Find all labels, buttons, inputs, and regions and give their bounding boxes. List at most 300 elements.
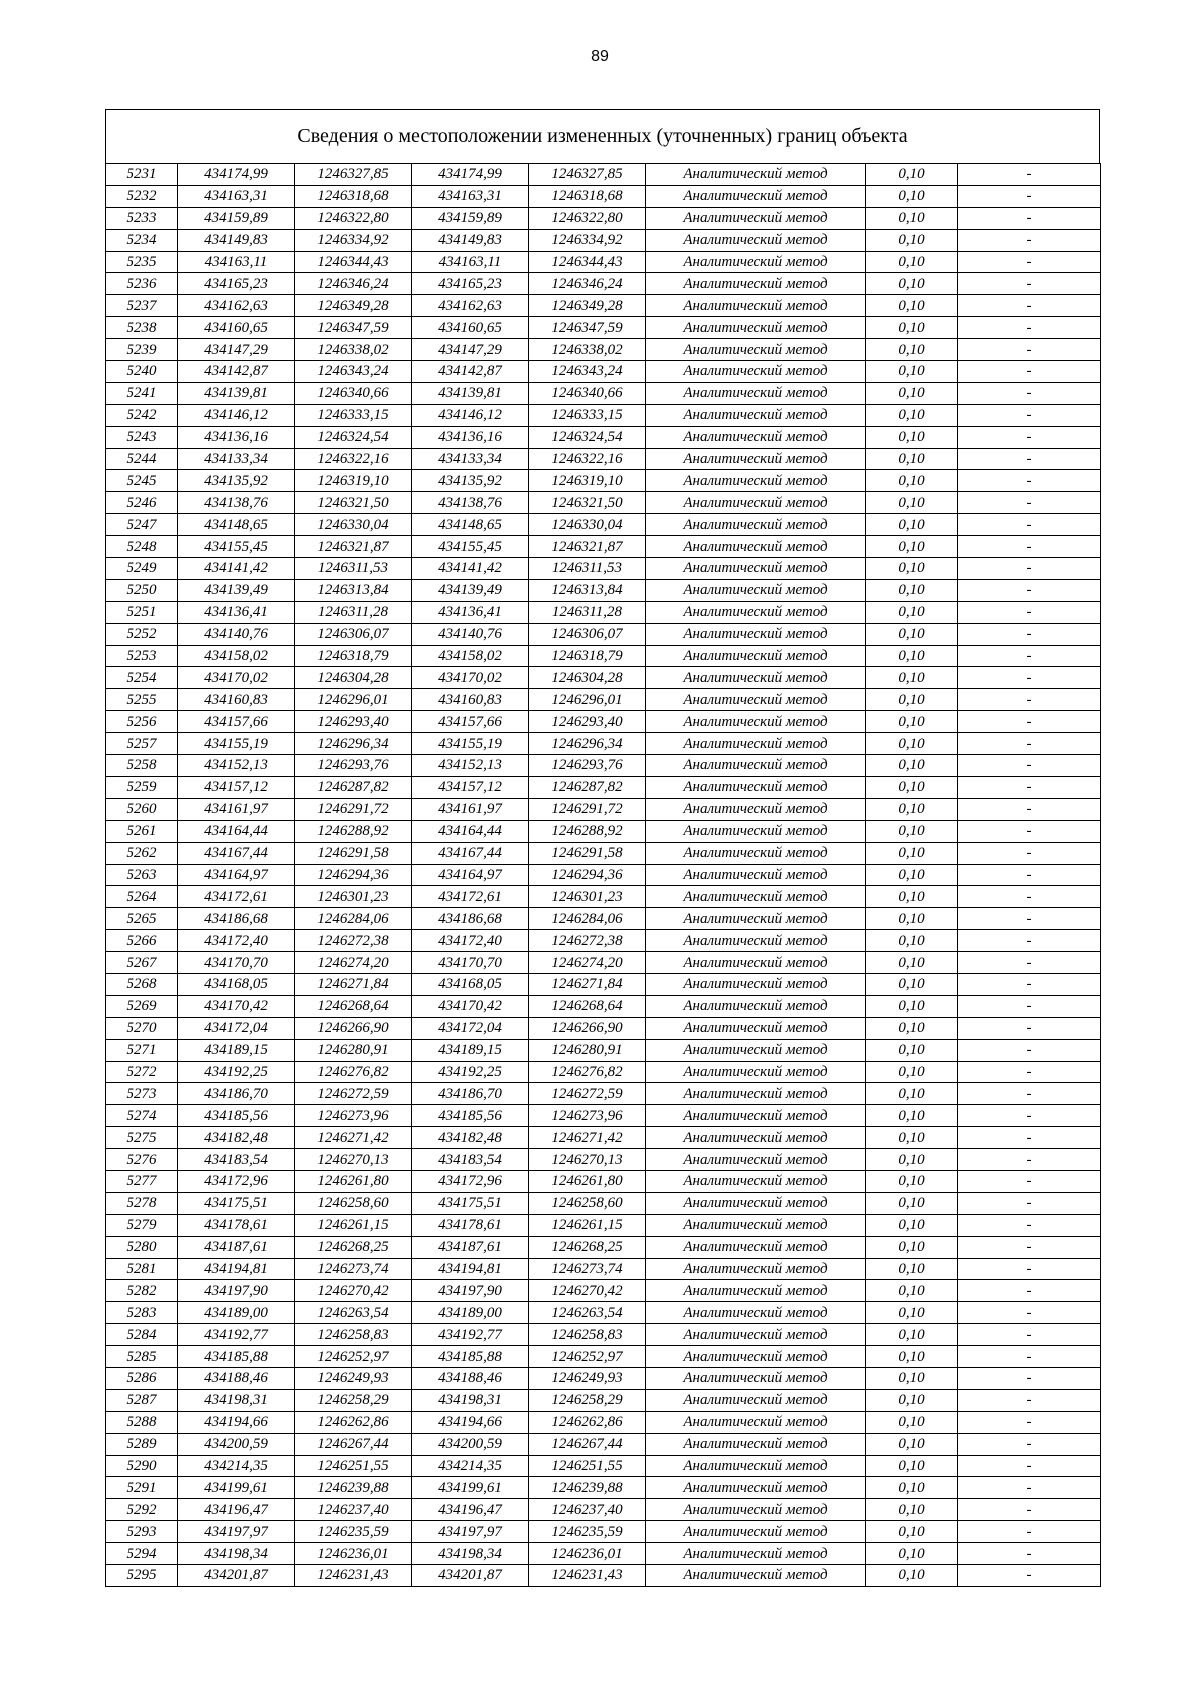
table-row	[106, 1499, 1101, 1521]
cell-y-existing: 1246262,86	[295, 1411, 412, 1433]
cell-y-refined: 1246333,15	[529, 404, 646, 426]
cell-y-existing: 1246263,54	[295, 1302, 412, 1324]
cell-description: -	[958, 798, 1101, 820]
cell-description: -	[958, 1061, 1101, 1083]
cell-accuracy: 0,10	[866, 1170, 958, 1192]
table-row	[106, 185, 1101, 207]
cell-y-existing: 1246343,24	[295, 361, 412, 383]
cell-point-number: 5236	[106, 273, 178, 295]
cell-description: -	[958, 689, 1101, 711]
cell-accuracy: 0,10	[866, 1411, 958, 1433]
cell-point-number: 5234	[106, 229, 178, 251]
cell-x-refined: 434159,89	[412, 207, 529, 229]
cell-point-number: 5287	[106, 1389, 178, 1411]
cell-point-number: 5249	[106, 558, 178, 580]
cell-x-refined: 434160,83	[412, 689, 529, 711]
cell-point-number: 5237	[106, 295, 178, 317]
cell-y-refined: 1246322,16	[529, 448, 646, 470]
cell-method: Аналитический метод	[646, 229, 866, 251]
cell-x-refined: 434170,70	[412, 952, 529, 974]
cell-x-existing: 434198,31	[178, 1389, 295, 1411]
cell-y-existing: 1246287,82	[295, 776, 412, 798]
cell-accuracy: 0,10	[866, 1214, 958, 1236]
cell-y-refined: 1246296,34	[529, 733, 646, 755]
cell-x-existing: 434146,12	[178, 404, 295, 426]
cell-x-refined: 434148,65	[412, 514, 529, 536]
cell-method: Аналитический метод	[646, 1214, 866, 1236]
cell-x-refined: 434163,11	[412, 251, 529, 273]
cell-y-existing: 1246330,04	[295, 514, 412, 536]
cell-y-refined: 1246249,93	[529, 1367, 646, 1389]
cell-x-refined: 434187,61	[412, 1236, 529, 1258]
cell-method: Аналитический метод	[646, 864, 866, 886]
cell-method: Аналитический метод	[646, 1477, 866, 1499]
cell-method: Аналитический метод	[646, 1433, 866, 1455]
cell-y-existing: 1246258,29	[295, 1389, 412, 1411]
cell-x-existing: 434141,42	[178, 558, 295, 580]
cell-y-existing: 1246291,58	[295, 842, 412, 864]
cell-description: -	[958, 623, 1101, 645]
table-row	[106, 1214, 1101, 1236]
cell-y-existing: 1246249,93	[295, 1367, 412, 1389]
cell-point-number: 5293	[106, 1521, 178, 1543]
cell-accuracy: 0,10	[866, 1433, 958, 1455]
cell-accuracy: 0,10	[866, 1017, 958, 1039]
cell-x-refined: 434142,87	[412, 361, 529, 383]
cell-description: -	[958, 1433, 1101, 1455]
cell-y-refined: 1246321,50	[529, 492, 646, 514]
cell-x-existing: 434160,65	[178, 317, 295, 339]
table-row	[106, 667, 1101, 689]
table-row	[106, 579, 1101, 601]
cell-x-existing: 434136,16	[178, 426, 295, 448]
cell-accuracy: 0,10	[866, 579, 958, 601]
cell-y-existing: 1246346,24	[295, 273, 412, 295]
cell-x-existing: 434192,25	[178, 1061, 295, 1083]
cell-method: Аналитический метод	[646, 448, 866, 470]
cell-x-existing: 434183,54	[178, 1149, 295, 1171]
cell-y-refined: 1246338,02	[529, 339, 646, 361]
cell-y-existing: 1246334,92	[295, 229, 412, 251]
cell-y-refined: 1246280,91	[529, 1039, 646, 1061]
cell-accuracy: 0,10	[866, 1543, 958, 1565]
cell-y-existing: 1246319,10	[295, 470, 412, 492]
cell-x-existing: 434172,96	[178, 1170, 295, 1192]
cell-y-existing: 1246344,43	[295, 251, 412, 273]
cell-point-number: 5281	[106, 1258, 178, 1280]
cell-method: Аналитический метод	[646, 1258, 866, 1280]
cell-x-existing: 434194,66	[178, 1411, 295, 1433]
cell-point-number: 5274	[106, 1105, 178, 1127]
cell-accuracy: 0,10	[866, 798, 958, 820]
cell-description: -	[958, 1324, 1101, 1346]
cell-x-refined: 434139,49	[412, 579, 529, 601]
table-row	[106, 558, 1101, 580]
cell-x-existing: 434196,47	[178, 1499, 295, 1521]
cell-y-refined: 1246288,92	[529, 820, 646, 842]
cell-point-number: 5265	[106, 908, 178, 930]
cell-accuracy: 0,10	[866, 514, 958, 536]
cell-accuracy: 0,10	[866, 1061, 958, 1083]
cell-y-existing: 1246274,20	[295, 952, 412, 974]
cell-y-existing: 1246266,90	[295, 1017, 412, 1039]
cell-y-existing: 1246338,02	[295, 339, 412, 361]
cell-y-refined: 1246324,54	[529, 426, 646, 448]
table-row	[106, 623, 1101, 645]
cell-description: -	[958, 536, 1101, 558]
cell-y-existing: 1246349,28	[295, 295, 412, 317]
page-number: 89	[591, 48, 609, 65]
cell-y-refined: 1246271,42	[529, 1127, 646, 1149]
cell-method: Аналитический метод	[646, 1499, 866, 1521]
cell-y-refined: 1246268,25	[529, 1236, 646, 1258]
cell-description: -	[958, 908, 1101, 930]
cell-y-existing: 1246304,28	[295, 667, 412, 689]
cell-accuracy: 0,10	[866, 908, 958, 930]
table-row	[106, 645, 1101, 667]
cell-description: -	[958, 645, 1101, 667]
table-row	[106, 689, 1101, 711]
cell-description: -	[958, 711, 1101, 733]
cell-y-refined: 1246236,01	[529, 1543, 646, 1565]
cell-point-number: 5244	[106, 448, 178, 470]
cell-point-number: 5272	[106, 1061, 178, 1083]
cell-accuracy: 0,10	[866, 1565, 958, 1587]
cell-description: -	[958, 426, 1101, 448]
cell-y-refined: 1246258,29	[529, 1389, 646, 1411]
cell-x-existing: 434168,05	[178, 973, 295, 995]
cell-y-existing: 1246294,36	[295, 864, 412, 886]
cell-accuracy: 0,10	[866, 1192, 958, 1214]
cell-point-number: 5266	[106, 930, 178, 952]
cell-y-refined: 1246304,28	[529, 667, 646, 689]
cell-y-existing: 1246311,28	[295, 601, 412, 623]
cell-accuracy: 0,10	[866, 886, 958, 908]
table-row	[106, 1127, 1101, 1149]
cell-y-refined: 1246311,53	[529, 558, 646, 580]
cell-y-existing: 1246267,44	[295, 1433, 412, 1455]
cell-y-refined: 1246252,97	[529, 1346, 646, 1368]
cell-y-refined: 1246291,72	[529, 798, 646, 820]
cell-method: Аналитический метод	[646, 973, 866, 995]
cell-y-existing: 1246301,23	[295, 886, 412, 908]
cell-x-refined: 434161,97	[412, 798, 529, 820]
cell-x-refined: 434198,31	[412, 1389, 529, 1411]
table-row	[106, 1324, 1101, 1346]
cell-point-number: 5231	[106, 164, 178, 186]
cell-y-refined: 1246327,85	[529, 164, 646, 186]
cell-description: -	[958, 1017, 1101, 1039]
cell-method: Аналитический метод	[646, 361, 866, 383]
cell-description: -	[958, 601, 1101, 623]
cell-method: Аналитический метод	[646, 426, 866, 448]
cell-point-number: 5257	[106, 733, 178, 755]
cell-point-number: 5232	[106, 185, 178, 207]
cell-description: -	[958, 229, 1101, 251]
cell-x-refined: 434192,25	[412, 1061, 529, 1083]
cell-y-existing: 1246258,60	[295, 1192, 412, 1214]
cell-x-existing: 434186,70	[178, 1083, 295, 1105]
cell-accuracy: 0,10	[866, 864, 958, 886]
cell-accuracy: 0,10	[866, 207, 958, 229]
cell-y-existing: 1246236,01	[295, 1543, 412, 1565]
cell-description: -	[958, 558, 1101, 580]
cell-method: Аналитический метод	[646, 1083, 866, 1105]
cell-y-refined: 1246284,06	[529, 908, 646, 930]
cell-x-refined: 434164,97	[412, 864, 529, 886]
cell-x-existing: 434161,97	[178, 798, 295, 820]
cell-x-refined: 434188,46	[412, 1367, 529, 1389]
cell-description: -	[958, 1367, 1101, 1389]
cell-method: Аналитический метод	[646, 1061, 866, 1083]
cell-description: -	[958, 864, 1101, 886]
cell-point-number: 5245	[106, 470, 178, 492]
table-row	[106, 1455, 1101, 1477]
cell-y-existing: 1246347,59	[295, 317, 412, 339]
table-row	[106, 1302, 1101, 1324]
table-row	[106, 1149, 1101, 1171]
cell-description: -	[958, 667, 1101, 689]
cell-x-refined: 434197,90	[412, 1280, 529, 1302]
cell-description: -	[958, 1214, 1101, 1236]
cell-x-refined: 434201,87	[412, 1565, 529, 1587]
cell-method: Аналитический метод	[646, 558, 866, 580]
cell-accuracy: 0,10	[866, 601, 958, 623]
cell-method: Аналитический метод	[646, 733, 866, 755]
cell-x-refined: 434172,61	[412, 886, 529, 908]
cell-point-number: 5259	[106, 776, 178, 798]
cell-description: -	[958, 251, 1101, 273]
cell-x-refined: 434162,63	[412, 295, 529, 317]
cell-y-refined: 1246296,01	[529, 689, 646, 711]
cell-method: Аналитический метод	[646, 601, 866, 623]
cell-x-existing: 434133,34	[178, 448, 295, 470]
cell-accuracy: 0,10	[866, 229, 958, 251]
cell-accuracy: 0,10	[866, 1149, 958, 1171]
cell-method: Аналитический метод	[646, 842, 866, 864]
cell-x-refined: 434194,81	[412, 1258, 529, 1280]
cell-description: -	[958, 207, 1101, 229]
cell-y-existing: 1246268,25	[295, 1236, 412, 1258]
table-row	[106, 711, 1101, 733]
cell-method: Аналитический метод	[646, 930, 866, 952]
cell-description: -	[958, 164, 1101, 186]
cell-accuracy: 0,10	[866, 339, 958, 361]
cell-method: Аналитический метод	[646, 1192, 866, 1214]
cell-method: Аналитический метод	[646, 1565, 866, 1587]
cell-y-existing: 1246322,80	[295, 207, 412, 229]
cell-accuracy: 0,10	[866, 164, 958, 186]
cell-x-existing: 434172,61	[178, 886, 295, 908]
cell-x-refined: 434185,88	[412, 1346, 529, 1368]
cell-x-refined: 434164,44	[412, 820, 529, 842]
cell-description: -	[958, 273, 1101, 295]
cell-method: Аналитический метод	[646, 667, 866, 689]
cell-point-number: 5283	[106, 1302, 178, 1324]
cell-x-refined: 434183,54	[412, 1149, 529, 1171]
cell-method: Аналитический метод	[646, 1346, 866, 1368]
cell-method: Аналитический метод	[646, 995, 866, 1017]
cell-method: Аналитический метод	[646, 1236, 866, 1258]
cell-x-existing: 434192,77	[178, 1324, 295, 1346]
cell-y-existing: 1246237,40	[295, 1499, 412, 1521]
cell-x-refined: 434199,61	[412, 1477, 529, 1499]
cell-point-number: 5235	[106, 251, 178, 273]
cell-x-refined: 434170,02	[412, 667, 529, 689]
cell-x-existing: 434135,92	[178, 470, 295, 492]
cell-x-refined: 434147,29	[412, 339, 529, 361]
cell-y-refined: 1246294,36	[529, 864, 646, 886]
cell-point-number: 5286	[106, 1367, 178, 1389]
cell-description: -	[958, 295, 1101, 317]
cell-accuracy: 0,10	[866, 404, 958, 426]
cell-accuracy: 0,10	[866, 995, 958, 1017]
cell-accuracy: 0,10	[866, 711, 958, 733]
cell-method: Аналитический метод	[646, 579, 866, 601]
cell-point-number: 5278	[106, 1192, 178, 1214]
cell-point-number: 5240	[106, 361, 178, 383]
cell-y-refined: 1246287,82	[529, 776, 646, 798]
cell-y-existing: 1246272,59	[295, 1083, 412, 1105]
cell-y-existing: 1246322,16	[295, 448, 412, 470]
cell-accuracy: 0,10	[866, 361, 958, 383]
cell-point-number: 5250	[106, 579, 178, 601]
cell-accuracy: 0,10	[866, 1346, 958, 1368]
cell-y-refined: 1246261,80	[529, 1170, 646, 1192]
cell-accuracy: 0,10	[866, 448, 958, 470]
cell-x-existing: 434159,89	[178, 207, 295, 229]
cell-y-existing: 1246273,74	[295, 1258, 412, 1280]
cell-accuracy: 0,10	[866, 251, 958, 273]
cell-point-number: 5247	[106, 514, 178, 536]
cell-description: -	[958, 382, 1101, 404]
cell-method: Аналитический метод	[646, 273, 866, 295]
cell-accuracy: 0,10	[866, 776, 958, 798]
cell-method: Аналитический метод	[646, 711, 866, 733]
cell-point-number: 5262	[106, 842, 178, 864]
cell-accuracy: 0,10	[866, 1280, 958, 1302]
cell-x-refined: 434178,61	[412, 1214, 529, 1236]
cell-method: Аналитический метод	[646, 339, 866, 361]
table-row	[106, 930, 1101, 952]
cell-y-refined: 1246237,40	[529, 1499, 646, 1521]
cell-method: Аналитический метод	[646, 689, 866, 711]
cell-x-existing: 434197,97	[178, 1521, 295, 1543]
cell-x-refined: 434155,45	[412, 536, 529, 558]
cell-y-refined: 1246291,58	[529, 842, 646, 864]
cell-x-existing: 434194,81	[178, 1258, 295, 1280]
cell-x-existing: 434197,90	[178, 1280, 295, 1302]
cell-x-refined: 434136,16	[412, 426, 529, 448]
table-row	[106, 733, 1101, 755]
cell-accuracy: 0,10	[866, 1302, 958, 1324]
cell-y-refined: 1246251,55	[529, 1455, 646, 1477]
cell-y-existing: 1246284,06	[295, 908, 412, 930]
cell-y-refined: 1246343,24	[529, 361, 646, 383]
cell-method: Аналитический метод	[646, 470, 866, 492]
cell-y-existing: 1246291,72	[295, 798, 412, 820]
cell-method: Аналитический метод	[646, 1302, 866, 1324]
cell-y-refined: 1246318,68	[529, 185, 646, 207]
table-row	[106, 995, 1101, 1017]
cell-x-refined: 434165,23	[412, 273, 529, 295]
cell-y-existing: 1246321,50	[295, 492, 412, 514]
table-row	[106, 1389, 1101, 1411]
cell-y-refined: 1246262,86	[529, 1411, 646, 1433]
table-row	[106, 1061, 1101, 1083]
table-row	[106, 448, 1101, 470]
cell-x-refined: 434168,05	[412, 973, 529, 995]
cell-y-refined: 1246258,60	[529, 1192, 646, 1214]
cell-accuracy: 0,10	[866, 952, 958, 974]
cell-y-existing: 1246324,54	[295, 426, 412, 448]
cell-point-number: 5246	[106, 492, 178, 514]
cell-x-existing: 434167,44	[178, 842, 295, 864]
table-row	[106, 864, 1101, 886]
cell-x-refined: 434214,35	[412, 1455, 529, 1477]
cell-x-refined: 434196,47	[412, 1499, 529, 1521]
cell-method: Аналитический метод	[646, 514, 866, 536]
table-row	[106, 1236, 1101, 1258]
cell-y-refined: 1246319,10	[529, 470, 646, 492]
cell-point-number: 5290	[106, 1455, 178, 1477]
cell-description: -	[958, 1543, 1101, 1565]
cell-description: -	[958, 1346, 1101, 1368]
table-row	[106, 1411, 1101, 1433]
cell-point-number: 5289	[106, 1433, 178, 1455]
cell-x-existing: 434170,02	[178, 667, 295, 689]
cell-description: -	[958, 317, 1101, 339]
cell-y-refined: 1246321,87	[529, 536, 646, 558]
cell-description: -	[958, 1280, 1101, 1302]
cell-x-existing: 434165,23	[178, 273, 295, 295]
cell-x-existing: 434189,15	[178, 1039, 295, 1061]
cell-description: -	[958, 1477, 1101, 1499]
table-row	[106, 820, 1101, 842]
table-row	[106, 1105, 1101, 1127]
cell-point-number: 5267	[106, 952, 178, 974]
cell-method: Аналитический метод	[646, 908, 866, 930]
cell-description: -	[958, 1565, 1101, 1587]
cell-method: Аналитический метод	[646, 404, 866, 426]
cell-description: -	[958, 185, 1101, 207]
cell-description: -	[958, 820, 1101, 842]
cell-point-number: 5276	[106, 1149, 178, 1171]
cell-x-existing: 434163,11	[178, 251, 295, 273]
cell-point-number: 5255	[106, 689, 178, 711]
cell-y-existing: 1246273,96	[295, 1105, 412, 1127]
cell-x-refined: 434138,76	[412, 492, 529, 514]
cell-y-refined: 1246239,88	[529, 1477, 646, 1499]
cell-x-refined: 434170,42	[412, 995, 529, 1017]
cell-x-refined: 434157,66	[412, 711, 529, 733]
cell-y-refined: 1246273,96	[529, 1105, 646, 1127]
cell-method: Аналитический метод	[646, 1521, 866, 1543]
cell-x-refined: 434149,83	[412, 229, 529, 251]
cell-y-refined: 1246272,59	[529, 1083, 646, 1105]
cell-x-refined: 434172,40	[412, 930, 529, 952]
cell-point-number: 5253	[106, 645, 178, 667]
cell-x-existing: 434155,45	[178, 536, 295, 558]
cell-y-existing: 1246293,76	[295, 755, 412, 777]
cell-method: Аналитический метод	[646, 1367, 866, 1389]
cell-method: Аналитический метод	[646, 1127, 866, 1149]
cell-y-existing: 1246318,68	[295, 185, 412, 207]
cell-x-existing: 434149,83	[178, 229, 295, 251]
cell-point-number: 5282	[106, 1280, 178, 1302]
cell-method: Аналитический метод	[646, 1105, 866, 1127]
cell-description: -	[958, 1455, 1101, 1477]
